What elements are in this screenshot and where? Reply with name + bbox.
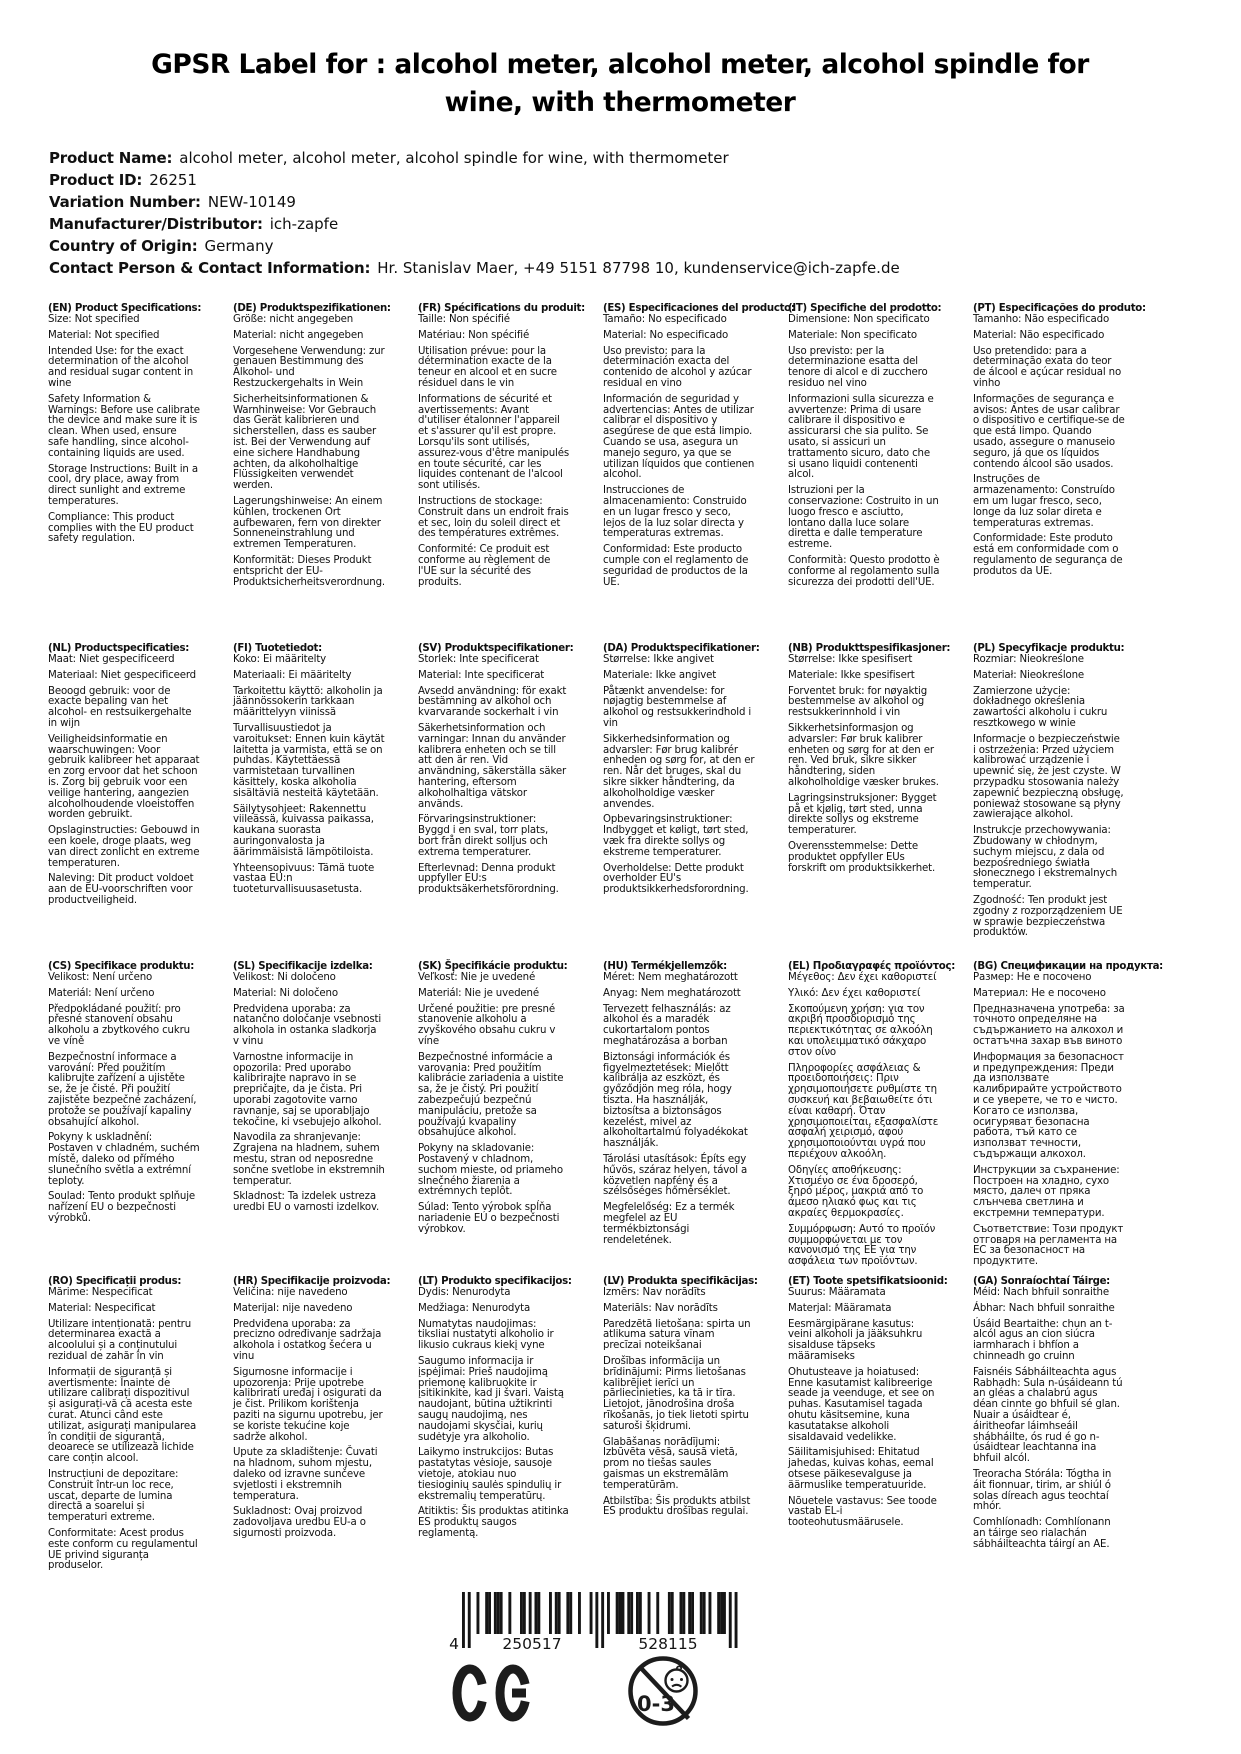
info-label: Variation Number: [49, 193, 201, 211]
barcode-bar [497, 1592, 500, 1634]
spec-block-ga [973, 1276, 1125, 1572]
info-value: 26251 [149, 171, 197, 189]
spec-heading: (EN) Product Specifications: [48, 303, 202, 314]
barcode-bar [627, 1592, 630, 1634]
spec-paragraph: Opslaginstructies: Gebouwd in een koele, droge plaats, weg van direct zonlicht en extreme temperaturen. [48, 825, 200, 869]
spec-paragraph: Taille: Non spécifié [418, 314, 510, 325]
info-label: Contact Person & Contact Information: [49, 259, 371, 277]
spec-paragraph: Tamanho: Não especificado [973, 314, 1110, 325]
spec-heading: (NB) Produkttspesifikasjoner: [788, 643, 951, 654]
spec-paragraph: Rozmiar: Nieokreślone [973, 654, 1084, 665]
barcode-bar [494, 1592, 497, 1634]
spec-paragraph: Uso previsto: per la determinazione esatta del tenore di alcol e di zucchero residuo nel vino [788, 345, 928, 389]
spec-paragraph: Mărime: Nespecificat [48, 1287, 153, 1298]
spec-paragraph: Pokyny k uskladnění: Postaven v chladném, suchém místě, daleko od přímého slunečního světla a extrémní teploty. [48, 1132, 200, 1187]
spec-paragraph: Informații de siguranță și avertismente: Înainte de utilizare calibrați dispozitivul și asigurați-vă că acesta este curat. Atunci când este utilizat, asigurați manipularea în condiții de siguranță, deoarece se utilizează lichide care conțin alcool. [48, 1366, 197, 1465]
spec-paragraph: Материал: Не е посочено [973, 987, 1106, 999]
spec-paragraph: Navodila za shranjevanje: Zgrajena na hladnem, suhem mestu, stran od neposredne sončne svetlobe in ekstremnih temperatur. [233, 1132, 385, 1187]
barcode-bar [648, 1592, 651, 1634]
spec-paragraph: Overholdelse: Dette produkt overholder EU's produktsikkerhedsforordning. [603, 862, 749, 896]
spec-paragraph: Treoracha Stórála: Tógtha in áit fionnuar, tirim, ar shiúl ó solas díreach agus teochtaí mhór. [973, 1468, 1112, 1513]
spec-paragraph: Konformität: Dieses Produkt entspricht der EU-Produktsicherheitsverordnung. [233, 554, 386, 588]
spec-paragraph: Suurus: Määramata [788, 1287, 886, 1298]
spec-paragraph: Størrelse: Ikke angivet [603, 654, 714, 665]
spec-paragraph: Conformità: Questo prodotto è conforme al regolamento sulla sicurezza dei prodotti dell'UE. [788, 554, 940, 588]
spec-heading: (DA) Produktspecifikationer: [603, 643, 760, 654]
spec-block-pt [973, 303, 1146, 643]
spec-paragraph: Størrelse: Ikke spesifisert [788, 654, 913, 665]
barcode-bar [595, 1592, 598, 1648]
info-label: Country of Origin: [49, 237, 198, 255]
spec-paragraph: Zgodność: Ten produkt jest zgodny z rozporządzeniem UE w sprawie bezpieczeństwa produktów. [973, 894, 1123, 939]
spec-paragraph: Materiál: Není určeno [48, 987, 155, 999]
spec-paragraph: Размер: Не е посочено [973, 972, 1092, 983]
spec-paragraph: Tárolási utasítások: Építs egy hűvös, száraz helyen, távol a közvetlen napfény és a szélsőséges hőmérséklet. [603, 1153, 748, 1198]
spec-paragraph: Πληροφορίες ασφάλειας & προειδοποιήσεις: Πριν χρησιμοποιήσετε ρυθμίστε τη συσκευή και βεβαιωθείτε ότι είναι καθαρή. Όταν χρησιμοποιείται, εξασφαλίστε ασφαλή χειρισμό, αφού χρησιμοποιούνται υγρά που περιέχουν αλκοόλη. [788, 1062, 939, 1160]
spec-heading: (NL) Productspecificaties: [48, 643, 190, 654]
spec-paragraph: Beoogd gebruik: voor de exacte bepaling van het alcohol- en restsuikergehalte in wijn [48, 685, 192, 729]
barcode-bar [668, 1592, 671, 1634]
spec-paragraph: Forventet bruk: for nøyaktig bestemmelse av alkohol og restsukkerinnhold i vin [788, 685, 928, 719]
spec-paragraph: Materiale: Non specificato [788, 329, 917, 341]
spec-paragraph: Sikkerhedsinformation og advarsler: Før brug kalibrér enheden og sørg for, at den er ren. Når det bruges, skal du sikre sikker håndtering, da alkoholholdige væsker anvendes. [603, 733, 755, 810]
spec-paragraph: Súlad: Tento výrobok spĺňa nariadenie EÚ o bezpečnosti výrobkov. [418, 1202, 560, 1235]
spec-paragraph: Instrukcje przechowywania: Zbudowany w chłodnym, suchym miejscu, z dala od bezpośredniego światła słonecznego i ekstremalnych temperatur. [973, 825, 1118, 891]
spec-paragraph: Utilizare intenționată: pentru determinarea exactă a alcoolului și a conținutului rezidual de zahăr în vin [48, 1318, 192, 1362]
spec-paragraph: Overensstemmelse: Dette produktet oppfyller EUs forskrift om produktsikkerhet. [788, 840, 936, 874]
age-range-label: 0-3 [637, 1692, 675, 1716]
spec-paragraph: Instrucciones de almacenamiento: Construido en un lugar fresco y seco, lejos de la luz solar directa y temperaturas extremas. [603, 485, 747, 540]
spec-paragraph: Instruções de armazenamento: Construído em um lugar fresco, seco, longe da luz solar direta e temperaturas extremas. [973, 474, 1115, 529]
info-row [49, 169, 900, 191]
spec-paragraph: Compliance: This product complies with the EU product safety regulation. [48, 511, 194, 545]
spec-block-it [788, 303, 940, 643]
barcode-bar [569, 1592, 572, 1634]
info-row [49, 147, 900, 169]
barcode-bar [717, 1592, 720, 1634]
barcode-bars [447, 1590, 743, 1654]
spec-paragraph: Nõuetele vastavus: See toode vastab EL-i tooteohutusmäärusele. [788, 1495, 937, 1529]
barcode-bar [477, 1592, 480, 1634]
spec-paragraph: Ábhar: Nach bhfuil sonraithe [973, 1302, 1115, 1314]
barcode-bar [578, 1592, 581, 1634]
barcode-bar [500, 1592, 503, 1634]
spec-paragraph: Sukladnost: Ovaj proizvod zadovoljava uredbu EU-a o sigurnosti proizvoda. [233, 1506, 366, 1539]
info-value: Germany [204, 237, 274, 255]
spec-block-hr [233, 1276, 391, 1572]
spec-paragraph: Maat: Niet gespecificeerd [48, 654, 175, 665]
spec-paragraph: Medžiaga: Nenurodyta [418, 1302, 531, 1314]
spec-paragraph: Säkerhetsinformation och varningar: Innan du använder kalibrera enheten och se till att den är ren. Vid användning, säkerställa säker hantering, eftersom alkoholhaltiga vätskor används. [418, 722, 567, 810]
spec-heading: (SL) Specifikacije izdelka: [233, 961, 373, 972]
spec-paragraph: Určené použitie: pre presné stanovenie alkoholu a zvyškového obsahu cukru v víne [418, 1003, 556, 1047]
spec-paragraph: Инструкции за съхранение: Построен на хладно, сухо място, далеч от пряка слънчева светлина и екстремни температури. [973, 1164, 1120, 1219]
spec-heading: (HR) Specifikacije proizvoda: [233, 1276, 391, 1287]
spec-paragraph: Materiāls: Nav norādīts [603, 1302, 718, 1314]
spec-paragraph: Sigurnosne informacije i upozorenja: Prije upotrebe kalibrirati uređaj i osigurati da je čist. Prilikom korištenja paziti na sigurnu upotrebu, jer se koriste tekućine koje sadrže alkohol. [233, 1366, 383, 1443]
spec-heading: (FI) Tuotetiedot: [233, 643, 322, 654]
barcode-bar [720, 1592, 723, 1634]
spec-paragraph: Lagringsinstruksjoner: Bygget på et kjølig, tørt sted, unna direkte sollys og ekstreme temperaturer. [788, 792, 937, 837]
spec-heading: (SV) Produktspecifikationer: [418, 643, 574, 654]
spec-paragraph: Upute za skladištenje: Čuvati na hladnom, suhom mjestu, daleko od izravne sunčeve svjetlosti i ekstremnih temperatura. [233, 1447, 378, 1502]
spec-block-sl [233, 961, 385, 1276]
spec-paragraph: Υλικό: Δεν έχει καθοριστεί [788, 987, 921, 999]
ce-letter-c [457, 1669, 483, 1717]
spec-heading: (PT) Especificações do produto: [973, 303, 1146, 314]
spec-block-en [48, 303, 200, 643]
spec-paragraph: Påtænkt anvendelse: for nøjagtig bestemmelse af alkohol og restsukkerindhold i vin [603, 685, 752, 729]
info-value: alcohol meter, alcohol meter, alcohol spindle for wine, with thermometer [179, 149, 729, 167]
spec-paragraph: Informacje o bezpieczeństwie i ostrzeżenia: Przed użyciem kalibrować urządzenie i upewnić się, że jest czyste. W przypadku stosowania należy zapewnić bezpieczną obsługę, ponieważ stosowane są płyny zawierające alkohol. [973, 733, 1124, 821]
spec-block-nb [788, 643, 951, 961]
spec-paragraph: Megfelelőség: Ez a termék megfelel az EU termékbiztonsági rendeletének. [603, 1202, 735, 1246]
spec-paragraph: Atitiktis: Šis produktas atitinka ES produktų saugos reglamentą. [418, 1506, 569, 1539]
spec-paragraph: Veľkosť: Nie je uvedené [418, 972, 536, 983]
spec-paragraph: Storage Instructions: Built in a cool, dry place, away from direct sunlight and extreme temperatures. [48, 463, 198, 507]
ce-marking-icon [452, 1664, 532, 1726]
spec-paragraph: Atbilstība: Šis produkts atbilst ES produktu drošības regulai. [603, 1495, 751, 1518]
barcode [447, 1590, 743, 1658]
spec-paragraph: Úsáid Beartaithe: chun an t-alcól agus an cion siúcra iarmharach i bhfíon a chinneadh go cruinn [973, 1318, 1113, 1362]
spec-paragraph: Pokyny na skladovanie: Postavený v chladnom, suchom mieste, od priameho slnečného žiarenia a extrémnych teplôt. [418, 1143, 563, 1198]
spec-paragraph: Instructions de stockage: Construit dans un endroit frais et sec, loin du soleil direct et des températures extrêmes. [418, 495, 569, 540]
spec-paragraph: Koko: Ei määritelty [233, 654, 327, 665]
barcode-bar [520, 1592, 523, 1634]
spec-paragraph: Informazioni sulla sicurezza e avvertenze: Prima di usare calibrare il dispositivo e assicurarsi che sia pulito. Se usato, si assicuri un trattamento sicuro, dato che si usano liquidi contenenti alcol. [788, 393, 934, 481]
spec-paragraph: Material: Inte specificerat [418, 669, 545, 681]
barcode-bar [558, 1592, 561, 1634]
spec-block-pl [973, 643, 1125, 961]
spec-grid [48, 303, 1163, 1572]
spec-block-sv [418, 643, 574, 961]
spec-paragraph: Opbevaringsinstruktioner: Indbygget et køligt, tørt sted, væk fra direkte sollys og ekstreme temperaturer. [603, 814, 749, 858]
spec-paragraph: Dydis: Nenurodyta [418, 1287, 511, 1298]
spec-paragraph: Materiaal: Niet gespecificeerd [48, 669, 196, 681]
spec-block-de [233, 303, 391, 643]
spec-paragraph: Säilytysohjeet: Rakennettu viileässä, kuivassa paikassa, kaukana suorasta auringonvalosta ja äärimmäisistä lämpötiloista. [233, 803, 374, 858]
info-value: Hr. Stanislav Maer, +49 5151 87798 10, kundenservice@ich-zapfe.de [377, 259, 900, 277]
barcode-bar [636, 1592, 639, 1634]
barcode-bar [680, 1592, 683, 1634]
spec-block-hu [603, 961, 755, 1276]
spec-paragraph: Efterlevnad: Denna produkt uppfyller EU:s produktsäkerhetsförordning. [418, 862, 559, 896]
spec-heading: (LV) Produkta specifikācijas: [603, 1276, 758, 1287]
spec-block-es [603, 303, 795, 643]
age-warning-0-3-icon [627, 1655, 699, 1731]
spec-paragraph: Saugumo informacija ir įspėjimai: Prieš naudojimą priemonę kalibruokite ir įsitikinkite, kad ji švari. Vaistą naudojant, būtina užtikrinti saugų naudojimą, nes naudojami skysčiai, kurių sudėtyje yra alkoholio. [418, 1355, 564, 1443]
spec-paragraph: Storlek: Inte specificerat [418, 654, 539, 665]
spec-paragraph: Eesmärgipärane kasutus: veini alkoholi ja jääksuhkru sisalduse täpseks määramiseks [788, 1318, 923, 1362]
spec-paragraph: Lagerungshinweise: An einem kühlen, trockenen Ort aufbewaren, fern von direkter Sonneneinstrahlung und extremen Temperaturen. [233, 495, 383, 551]
spec-block-cs [48, 961, 200, 1276]
spec-paragraph: Safety Information & Warnings: Before use calibrate the device and make sure it is clean. When used, ensure safe handling, since alcohol-containing liquids are used. [48, 393, 200, 459]
spec-paragraph: Uso previsto: para la determinación exacta del contenido de alcohol y azúcar residual en vino [603, 345, 752, 389]
spec-paragraph: Uso pretendido: para a determinação exata do teor de álcool e açúcar residual no vinho [973, 345, 1122, 389]
spec-heading: (ES) Especificaciones del producto: [603, 303, 795, 314]
barcode-bar [709, 1592, 712, 1634]
spec-block-ro [48, 1276, 200, 1572]
spec-heading: (DE) Produktspezifikationen: [233, 303, 391, 314]
spec-paragraph: Bezpečnostní informace a varování: Před použitím kalibrujte zařízení a ujistěte se, že je čisté. Při použití zajistěte bezpečné zacházení, protože se používají kapaliny obsahující alkohol. [48, 1051, 197, 1128]
spec-paragraph: Anyag: Nem meghatározott [603, 987, 741, 999]
barcode-bar [566, 1592, 569, 1634]
spec-paragraph: Informations de sécurité et avertissements: Avant d'utiliser étalonner l'appareil et s'assurer qu'il est propre. Lorsqu'ils sont utilisés, assurez-vous d'être manipulés en toute sécurité, car les liquides contenant de l'alcool sont utilisés. [418, 393, 569, 492]
spec-paragraph: Předpokládané použití: pro přesné stanovení obsahu alkoholu a zbytkového cukru ve víně [48, 1003, 190, 1047]
barcode-bar [537, 1592, 540, 1634]
spec-paragraph: Dimensione: Non specificato [788, 314, 930, 325]
spec-heading: (IT) Specifiche del prodotto: [788, 303, 942, 314]
barcode-bar [590, 1592, 593, 1634]
spec-heading: (LT) Produkto specifikacijos: [418, 1276, 572, 1287]
spec-paragraph: Predvidena uporaba: za natančno določanje vsebnosti alkohola in ostanka sladkorja v vinu [233, 1003, 382, 1047]
spec-block-et [788, 1276, 948, 1572]
spec-block-el [788, 961, 956, 1276]
spec-heading: (HU) Termékjellemzők: [603, 961, 727, 972]
spec-paragraph: Biztonsági információk és figyelmeztetések: Mielőtt kalibrálja az eszközt, és győződjön meg róla, hogy tiszta. Ha használják, biztosítsa a biztonságos kezelést, mivel az alkoholtartalmú folyadékokat használják. [603, 1051, 748, 1150]
baby-eye-right [680, 1678, 683, 1681]
spec-block-lv [603, 1276, 758, 1572]
spec-paragraph: Paredzētā lietošana: spirta un atlikuma satura vīnam precīzai noteikšanai [603, 1318, 751, 1352]
spec-paragraph: Съответствие: Този продукт отговаря на регламента на ЕС за безопасност на продуктите. [973, 1223, 1124, 1268]
page-title: GPSR Label for : alcohol meter, alcohol meter, alcohol spindle for wine, with thermometer [151, 49, 1089, 118]
spec-paragraph: Conformidad: Este producto cumple con el reglamento de seguridad de productos de la UE. [603, 544, 749, 588]
barcode-bar [619, 1592, 622, 1634]
spec-paragraph: Tarkoitettu käyttö: alkoholin ja jäännössokerin tarkkaan määrittelyyn viinissä [233, 685, 383, 719]
spec-paragraph: Yhteensopivuus: Tämä tuote vastaa EU:n tuoteturvallisuusasetusta. [233, 862, 375, 896]
spec-block-lt [418, 1276, 570, 1572]
spec-paragraph: Conformité: Ce produit est conforme au règlement de l'UE sur la sécurité des produits. [418, 544, 551, 588]
info-row [49, 235, 900, 257]
spec-heading: (ET) Toote spetsifikatsioonid: [788, 1276, 948, 1287]
info-value: NEW-10149 [207, 193, 296, 211]
spec-paragraph: Matériau: Non spécifié [418, 329, 530, 341]
spec-paragraph: Conformitate: Acest produs este conform cu regulamentul UE privind siguranța produselor. [48, 1527, 198, 1572]
spec-paragraph: Material: No especificado [603, 329, 729, 341]
spec-block-da [603, 643, 760, 961]
spec-paragraph: Drošības informācija un brīdinājumi: Pirms lietošanas kalibrējiet ierīci un pārliecinieties, ka tā ir tīra. Lietojot, jānodrošina droša rīkošanās, jo tiek lietoti spirtu saturoši šķidrumi. [603, 1355, 749, 1432]
baby-eye-left [671, 1678, 674, 1681]
spec-paragraph: Vorgesehene Verwendung: zur genauen Bestimmung des Alkohol- und Restzuckergehalts in Wein [233, 345, 385, 389]
spec-paragraph: Material: Not specified [48, 329, 160, 341]
barcode-bar [723, 1592, 726, 1634]
barcode-digits-right: 528115 [638, 1635, 698, 1653]
spec-paragraph: Size: Not specified [48, 314, 140, 325]
barcode-bar [682, 1592, 685, 1634]
barcode-bar [616, 1592, 619, 1634]
baby-face-icon [666, 1670, 688, 1692]
barcode-bar [508, 1592, 511, 1634]
barcode-bar [601, 1592, 604, 1648]
barcode-bar [462, 1592, 465, 1648]
spec-paragraph: Istruzioni per la conservazione: Costruito in un luogo fresco e asciutto, lontano dalla luce solare diretta e dalle temperature estreme. [788, 485, 939, 551]
spec-paragraph: Material: Ni določeno [233, 987, 338, 999]
spec-paragraph: Avsedd användning: för exakt bestämning av alkohol och kvarvarande sockerhalt i vin [418, 685, 567, 719]
spec-paragraph: Materiál: Nie je uvedené [418, 987, 539, 999]
spec-paragraph: Méid: Nach bhfuil sonraithe [973, 1287, 1109, 1298]
spec-paragraph: Glabāšanas norādījumi: Izbūvēta vēsā, sausā vietā, prom no tiešas saules gaismas un ekstremālām temperatūrām. [603, 1436, 738, 1491]
spec-paragraph: Materjal: Määramata [788, 1302, 892, 1314]
info-value: ich-zapfe [269, 215, 339, 233]
spec-paragraph: Veličina: nije navedeno [233, 1287, 348, 1298]
info-label: Manufacturer/Distributor: [49, 215, 263, 233]
info-row [49, 191, 900, 213]
spec-heading: (PL) Specyfikacje produktu: [973, 643, 1125, 654]
baby-frown [672, 1685, 681, 1687]
spec-block-sk [418, 961, 570, 1276]
spec-paragraph: Informações de segurança e avisos: Antes de usar calibrar o dispositivo e certifique-se de que está limpo. Quando usado, assegure o manuseio seguro, já que os líquidos contendo álcool são usados. [973, 393, 1125, 470]
spec-paragraph: Materiał: Nieokreślone [973, 669, 1085, 681]
spec-paragraph: Numatytas naudojimas: tiksliai nustatyti alkoholio ir likusio cukraus kiekį vyne [418, 1318, 554, 1352]
barcode-bar [703, 1592, 706, 1634]
spec-paragraph: Tervezett felhasználás: az alkohol és a maradék cukortartalom pontos meghatározása a borban [603, 1003, 731, 1047]
barcode-bar [555, 1592, 558, 1634]
barcode-bar [630, 1592, 633, 1634]
product-info [49, 147, 900, 279]
spec-paragraph: Naleving: Dit product voldoet aan de EU-voorschriften voor productveiligheid. [48, 873, 194, 906]
spec-heading: (FR) Spécifications du produit: [418, 303, 585, 314]
barcode-bar [488, 1592, 491, 1634]
barcode-bar [639, 1592, 642, 1634]
spec-paragraph: Materiale: Ikke spesifisert [788, 669, 915, 681]
info-row [49, 213, 900, 235]
spec-paragraph: Laikymo instrukcijos: Butas pastatytas vėsioje, sausoje vietoje, atokiau nuo tiesioginių saulės spindulių ir ekstremalių temperatūrų. [418, 1447, 562, 1502]
barcode-bar [549, 1592, 552, 1634]
spec-paragraph: Sicherheitsinformationen & Warnhinweise: Vor Gebrauch das Gerät kalibrieren und sicherstellen, dass es sauber ist. Bei der Verwendung auf eine sichere Handhabung achten, da alkoholhaltige Flüssigkeiten verwendet werden. [233, 393, 377, 492]
spec-paragraph: Velikost: Není určeno [48, 972, 153, 983]
spec-block-fi [233, 643, 385, 961]
spec-paragraph: Información de seguridad y advertencias: Antes de utilizar calibrar el dispositivo y asegúrese de que está limpio. Cuando se usa, asegura un manejo seguro, ya que se utilizan líquidos que contienen alcohol. [603, 393, 755, 481]
spec-paragraph: Materiale: Ikke angivet [603, 669, 717, 681]
spec-paragraph: Предназначена употреба: за точното определяне на съдържанието на алкохол и остатъчна захар във виното [973, 1003, 1125, 1047]
spec-paragraph: Sikkerhetsinformasjon og advarsler: Før bruk kalibrer enheten og sørg for at den er ren. Ved bruk, sikre sikker håndtering, siden alkoholholdige væsker brukes. [788, 722, 939, 788]
spec-paragraph: Material: nicht angegeben [233, 329, 364, 341]
barcode-bar [729, 1592, 732, 1648]
spec-paragraph: Turvallisuustiedot ja varoitukset: Ennen kuin käytät laitetta ja varmista, että se on puhdas. Käytettäessä varmistetaan turvallinen käsittely, koska alkoholia sisältäviä nesteitä käytetään. [233, 722, 385, 799]
spec-paragraph: Material: Nespecificat [48, 1302, 156, 1314]
barcode-bar [523, 1592, 526, 1634]
spec-heading: (BG) Спецификации на продукта: [973, 961, 1163, 972]
spec-paragraph: Soulad: Tento produkt splňuje nařízení EU o bezpečnosti výrobků. [48, 1191, 196, 1224]
spec-paragraph: Izmērs: Nav norādīts [603, 1287, 706, 1298]
spec-paragraph: Förvaringsinstruktioner: Byggd i en sval, torr plats, bort från direkt solljus och extrema temperaturer. [418, 814, 549, 858]
spec-paragraph: Material: Não especificado [973, 329, 1105, 341]
spec-block-nl [48, 643, 200, 961]
barcode-bar [468, 1592, 471, 1648]
spec-paragraph: Größe: nicht angegeben [233, 314, 354, 325]
spec-paragraph: Σκοπούμενη χρήση: για τον ακριβή προσδιορισμό της περιεκτικότητας σε αλκοόλη και υπολειμματικό σάκχαρο στον οίνο [788, 1003, 933, 1058]
info-row [49, 257, 900, 279]
barcode-bar [671, 1592, 674, 1634]
spec-paragraph: Συμμόρφωση: Αυτό το προϊόν συμμορφώνεται με τον κανονισμό της ΕΕ για την ασφάλεια των προϊόντων. [788, 1223, 936, 1268]
info-label: Product Name: [49, 149, 173, 167]
barcode-bar [529, 1592, 532, 1634]
spec-paragraph: Conformidade: Este produto está em conformidade com o regulamento de segurança de produtos da UE. [973, 533, 1123, 577]
spec-block-fr [418, 303, 585, 643]
spec-block-bg [973, 961, 1163, 1276]
barcode-bar [691, 1592, 694, 1634]
spec-paragraph: Ohutusteave ja hoiatused: Enne kasutamist kalibreerige seade ja veenduge, et see on puhas. Kasutamisel tagada ohutu käsitsemine, kuna kasutatakse alkoholi sisaldavaid vedelikke. [788, 1366, 935, 1443]
barcode-bar [535, 1592, 538, 1634]
spec-paragraph: Intended Use: for the exact determination of the alcohol and residual sugar content in wine [48, 345, 194, 389]
spec-paragraph: Säilitamisjuhised: Ehitatud jahedas, kuivas kohas, eemal otsese päikesevalguse ja äärmuslike temperatuuride. [788, 1447, 934, 1491]
spec-heading: (RO) Specificații produs: [48, 1276, 182, 1287]
spec-paragraph: Faisnéis Sábháilteachta agus Rabhadh: Sula n-úsáideann tú an gléas a chalabrú agus déan cinnte go bhfuil sé glan. Nuair a úsáidtear é, áiritheofar láimhseáil shábháilte, ós rud é go n-úsáidtear leachtanna ina bhfuil alcól. [973, 1366, 1123, 1465]
spec-paragraph: Materiaali: Ei määritelty [233, 669, 352, 681]
spec-paragraph: Velikost: Ni določeno [233, 972, 336, 983]
spec-paragraph: Οδηγίες αποθήκευσης: Χτισμένο σε ένα δροσερό, ξηρό μέρος, μακριά από το άμεσο ηλιακό φως και τις ακραίες θερμοκρασίες. [788, 1164, 924, 1219]
spec-paragraph: Méret: Nem meghatározott [603, 972, 738, 983]
spec-paragraph: Instrucțiuni de depozitare: Construit într-un loc rece, uscat, departe de lumina directă a soarelui și temperaturi extreme. [48, 1468, 179, 1524]
barcode-bar [700, 1592, 703, 1634]
barcode-bar [607, 1592, 610, 1634]
spec-paragraph: Varnostne informacije in opozorila: Pred uporabo kalibrirajte napravo in se prepričajte, da je čista. Pri uporabi zagotovite varno ravnanje, saj se uporabljajo tekočine, ki vsebujejo alkohol. [233, 1051, 382, 1128]
spec-heading: (EL) Προδιαγραφές προϊόντος: [788, 961, 956, 972]
spec-paragraph: Materijal: nije navedeno [233, 1302, 353, 1314]
spec-paragraph: Μέγεθος: Δεν έχει καθοριστεί [788, 972, 937, 983]
barcode-bar [735, 1592, 738, 1648]
spec-heading: (SK) Špecifikácie produktu: [418, 961, 568, 972]
spec-paragraph: Skladnost: Ta izdelek ustreza uredbi EU o varnosti izdelkov. [233, 1191, 380, 1214]
spec-paragraph: Predviđena uporaba: za precizno određivanje sadržaja alkohola i ostatkog šećera u vinu [233, 1318, 382, 1362]
spec-heading: (CS) Specifikace produktu: [48, 961, 195, 972]
spec-heading: (GA) Sonraíochtaí Táirge: [973, 1276, 1110, 1287]
spec-paragraph: Информация за безопасност и предупреждения: Преди да използвате калибрирайте устройството и се уверете, че то е чисто. Когато се използва, осигуряват безопасна работа, тъй като се използват течности, съдържащи алкохол. [973, 1051, 1124, 1160]
barcode-bar [656, 1592, 659, 1634]
spec-paragraph: Veiligheidsinformatie en waarschuwingen: Voor gebruik kalibreer het apparaat en zorg ervoor dat het schoon is. Zorg bij gebruik voor een veilige hantering, aangezien alcoholhoudende vloeistoffen worden gebruikt. [48, 733, 200, 821]
spec-paragraph: Bezpečnostné informácie a varovania: Pred použitím kalibrácie zariadenia a uistite sa, že je čistý. Pri použití zabezpečujú bezpečnú manipuláciu, pretože sa používajú kvapaliny obsahujúce alkohol. [418, 1051, 564, 1139]
barcode-bar [622, 1592, 625, 1634]
spec-paragraph: Comhlíonadh: Comhlíonann an táirge seo rialachán sábháilteachta táirgí an AE. [973, 1517, 1111, 1550]
barcode-bar [485, 1592, 488, 1634]
barcode-digit-first: 4 [449, 1635, 459, 1653]
spec-paragraph: Zamierzone użycie: dokładnego określenia zawartości alkoholu i cukru resztkowego w winie [973, 685, 1108, 729]
barcode-bar [688, 1592, 691, 1634]
barcode-digits-left: 250517 [502, 1635, 562, 1653]
spec-paragraph: Tamaño: No especificado [603, 314, 727, 325]
ce-letter-e-bar [512, 1689, 526, 1698]
spec-paragraph: Utilisation prévue: pour la détermination exacte de la teneur en alcool et en sucre résiduel dans le vin [418, 345, 557, 389]
info-label: Product ID: [49, 171, 143, 189]
